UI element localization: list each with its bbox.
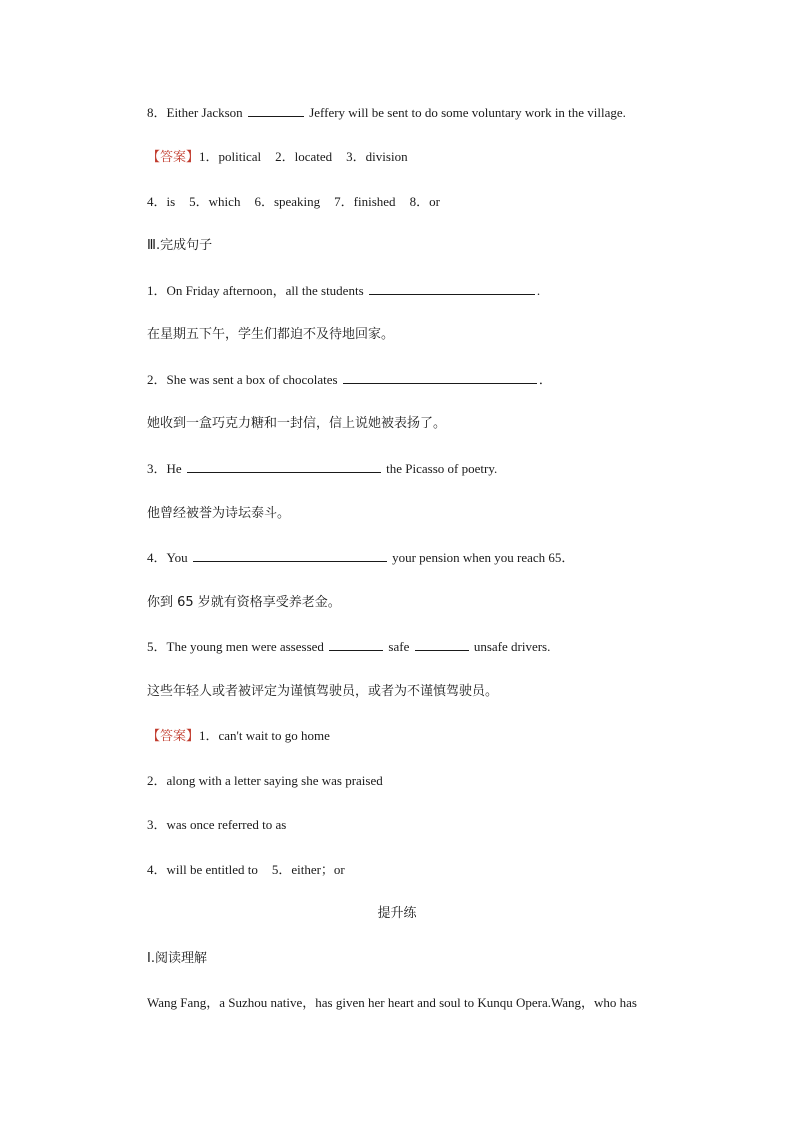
answer-blank[interactable] [415,638,469,651]
sentence-1-translation: 在星期五下午，学生们都迫不及待地回家。 [147,327,395,342]
answer-item: 4．is [147,194,176,209]
sentence-pre: 1．On Friday afternoon，all the students [147,283,364,298]
sentence-post: the Picasso of poetry. [386,461,498,476]
answer-item: 7．finished [334,194,396,209]
answer-blank[interactable] [329,638,383,651]
answer-item: 5．which [189,194,241,209]
sentence-2-translation: 她收到一盒巧克力糖和一封信，信上说她被表扬了。 [147,416,447,431]
answer-block-2-line-4 [147,861,345,879]
sentence-post: . [536,283,541,298]
sentence-post: ． [538,372,552,387]
answer-block-2-line-2: 2．along with a letter saying she was praised [147,773,383,788]
sentence-pre: 4．You [147,550,188,565]
sentence-pre: 3．He [147,461,182,476]
sentence-pre: 5．The young men were assessed [147,639,324,654]
answer-blank[interactable] [369,282,535,295]
sentence-post: your pension when you reach 65． [392,550,575,565]
sentence-5 [147,638,550,656]
sentence-1 [147,282,540,300]
q8-pre: 8．Either Jackson [147,105,243,120]
answer-item: 4．will be entitled to [147,862,258,877]
answer-block-2-line-3: 3．was once referred to as [147,817,287,832]
answer-item: 1．can't wait to go home [199,728,330,743]
answer-item: 2．located [275,149,333,164]
reading-section-title: Ⅰ.阅读理解 [147,951,207,966]
sentence-mid: safe [388,639,410,654]
answer-item: 1．political [199,149,262,164]
answer-block-1-line-1 [147,148,408,167]
reading-paragraph: Wang Fang，a Suzhou native，has given her heart and soul to Kunqu Opera.Wang，who has [147,995,637,1010]
sentence-3 [147,460,497,478]
section-3-title: Ⅲ.完成句子 [147,238,213,253]
sentence-4-translation: 你到 65 岁就有资格享受养老金。 [147,595,341,610]
answer-block-2-line-1 [147,727,330,746]
q8-post: Jeffery will be sent to do some voluntary work in the village. [309,105,626,120]
answer-item: 6．speaking [254,194,321,209]
answer-item: 3．division [346,149,408,164]
sentence-pre: 2．She was sent a box of chocolates [147,372,338,387]
answer-blank[interactable] [248,104,304,117]
answer-tag: 【答案】 [147,150,200,165]
answer-block-1-line-2 [147,193,440,211]
question-8 [147,104,626,122]
sentence-post: unsafe drivers. [473,639,551,654]
sentence-3-translation: 他曾经被誉为诗坛泰斗。 [147,506,291,521]
answer-blank[interactable] [343,371,537,384]
upgrade-section-title: 提升练 [377,906,417,921]
sentence-5-translation: 这些年轻人或者被评定为谨慎驾驶员，或者为不谨慎驾驶员。 [147,684,499,699]
answer-blank[interactable] [193,549,387,562]
sentence-4 [147,549,574,567]
sentence-2 [147,371,552,389]
answer-item: 5．either；or [271,862,345,877]
answer-blank[interactable] [187,460,381,473]
answer-item: 8．or [409,194,440,209]
answer-tag: 【答案】 [147,729,200,744]
